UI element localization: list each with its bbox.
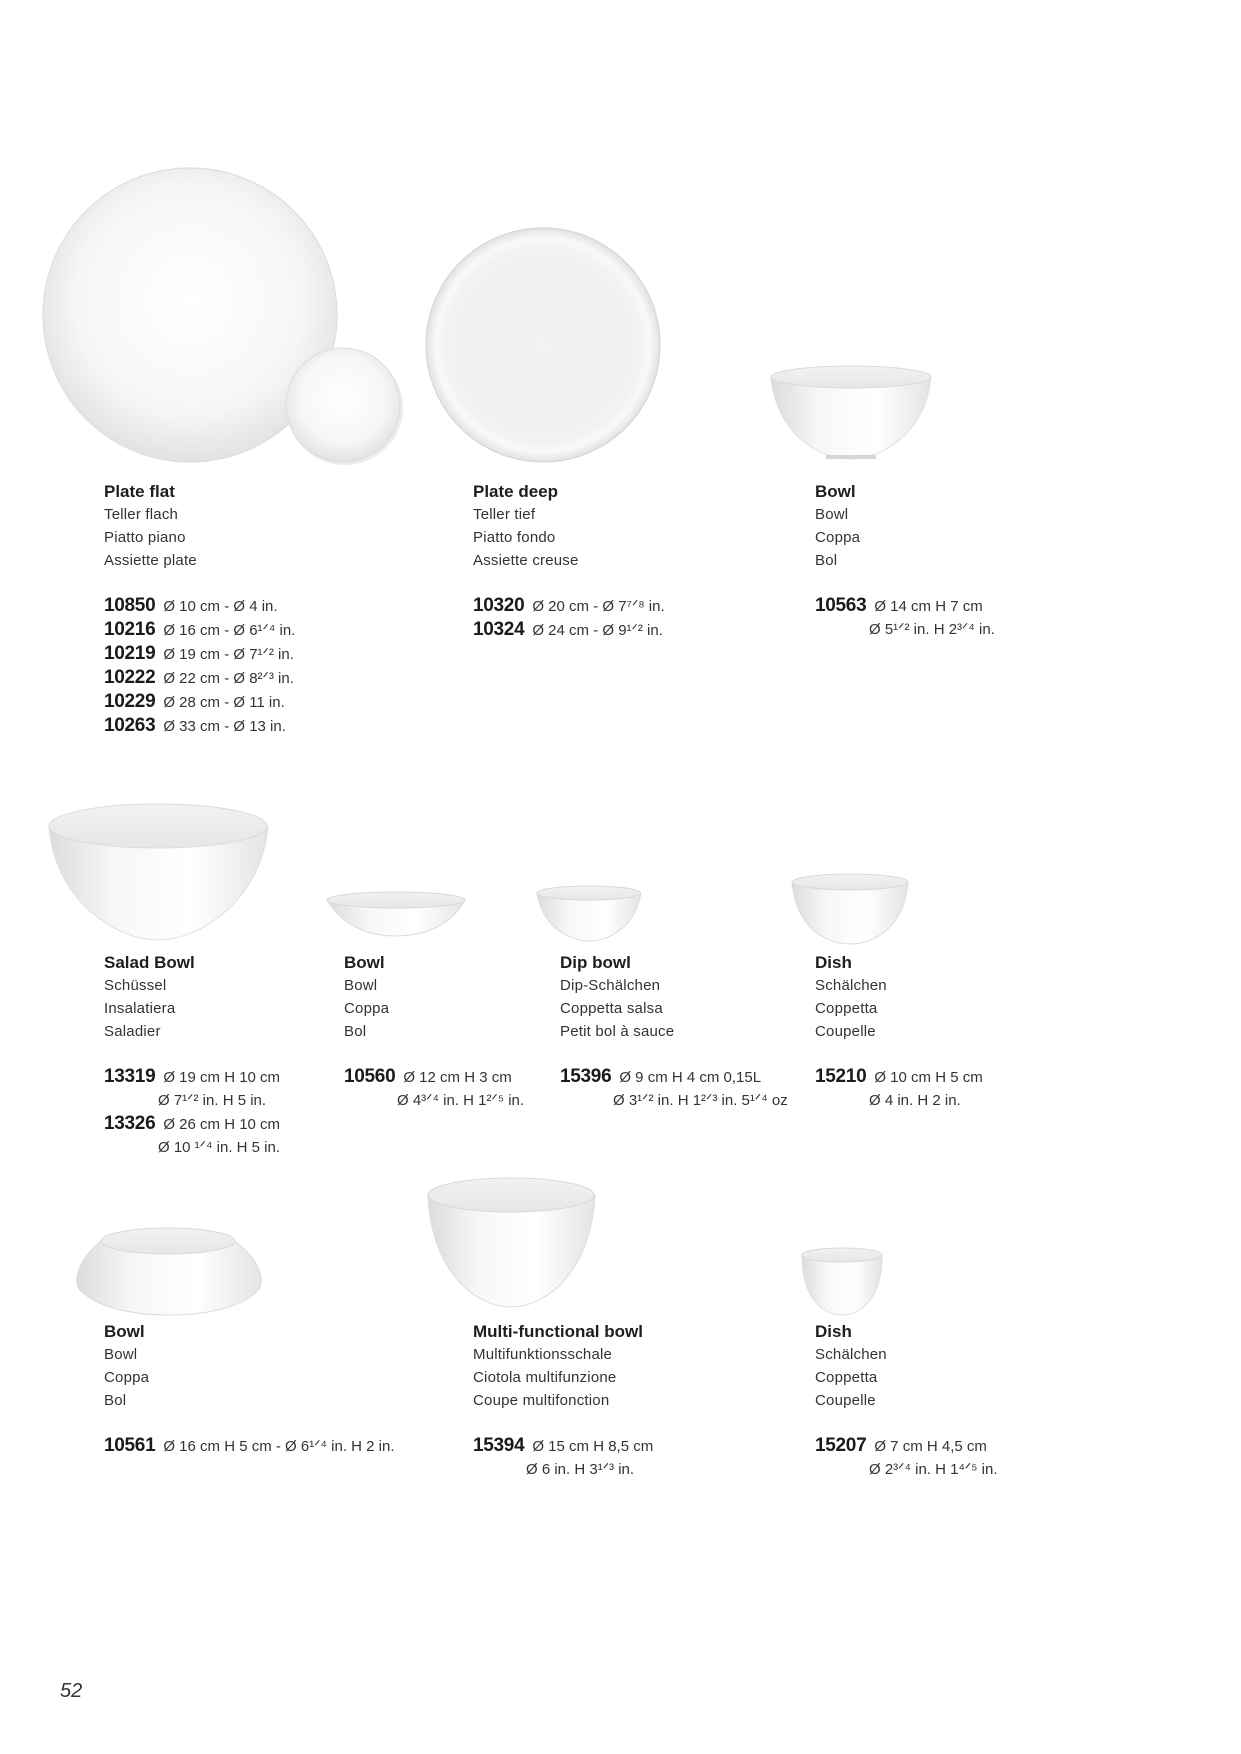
article-number: 15207 — [815, 1435, 867, 1456]
spec-row-continued — [344, 1089, 524, 1112]
translation-it: Insalatiera — [104, 1000, 176, 1017]
spec-row — [473, 1434, 653, 1458]
measurement: Ø 9 cm H 4 cm 0,15L — [619, 1069, 762, 1086]
product-dip-bowl — [560, 951, 788, 1112]
dish-15210-image — [790, 872, 912, 947]
article-number: 15394 — [473, 1435, 525, 1456]
translation-fr: Coupelle — [815, 1023, 876, 1040]
spec-row-continued — [560, 1089, 788, 1112]
spec-row — [104, 1112, 280, 1136]
translation-de: Teller flach — [104, 506, 179, 523]
article-number: 10263 — [104, 715, 156, 736]
page-number: 52 — [60, 1680, 83, 1702]
measurement-imperial: Ø 6 in. H 3¹ᐟ³ in. — [526, 1461, 635, 1478]
product-dish-15210 — [815, 951, 983, 1112]
measurement: Ø 12 cm H 3 cm — [403, 1069, 512, 1086]
product-salad-bowl — [104, 951, 280, 1159]
plate-flat-image — [40, 165, 370, 470]
bowl-10561-image — [73, 1225, 268, 1320]
measurement: Ø 10 cm H 5 cm — [874, 1069, 983, 1086]
salad-bowl-image — [46, 800, 276, 945]
translation-it: Coppa — [815, 529, 861, 546]
translation-fr: Bol — [815, 552, 838, 569]
product-title: Dish — [815, 1322, 852, 1341]
spec-row — [815, 1065, 983, 1089]
translation-de: Schälchen — [815, 977, 887, 994]
product-bowl-10561 — [104, 1320, 395, 1458]
translation-fr: Petit bol à sauce — [560, 1023, 675, 1040]
spec-row — [104, 594, 295, 618]
spec-row-continued — [104, 1089, 280, 1112]
measurement: Ø 10 cm - Ø 4 in. — [163, 598, 278, 615]
product-title: Bowl — [815, 482, 856, 501]
article-number: 13319 — [104, 1066, 156, 1087]
measurement: Ø 19 cm - Ø 7¹ᐟ² in. — [163, 646, 294, 663]
measurement-imperial: Ø 4³ᐟ⁴ in. H 1²ᐟ⁵ in. — [397, 1092, 525, 1109]
article-number: 10850 — [104, 595, 156, 616]
translation-it: Piatto fondo — [473, 529, 556, 546]
article-number: 15210 — [815, 1066, 867, 1087]
product-plate-flat — [104, 480, 295, 738]
article-number: 10563 — [815, 595, 867, 616]
dish-15207-image — [800, 1245, 888, 1320]
article-number: 13326 — [104, 1113, 156, 1134]
bowl-10560-image — [325, 890, 470, 940]
spec-row — [104, 714, 295, 738]
product-title: Bowl — [104, 1322, 145, 1341]
translation-de: Bowl — [815, 506, 849, 523]
measurement-imperial: Ø 2³ᐟ⁴ in. H 1⁴ᐟ⁵ in. — [869, 1461, 998, 1478]
product-title: Dip bowl — [560, 953, 631, 972]
translation-fr: Saladier — [104, 1023, 161, 1040]
translation-fr: Bol — [104, 1392, 127, 1409]
product-title: Dish — [815, 953, 852, 972]
spec-row — [473, 594, 665, 618]
spec-row — [104, 666, 295, 690]
product-title: Bowl — [344, 953, 385, 972]
translation-it: Coppa — [104, 1369, 150, 1386]
spec-row-continued — [104, 1136, 280, 1159]
multi-functional-bowl-image — [425, 1175, 600, 1310]
spec-row — [815, 594, 995, 618]
spec-row — [344, 1065, 524, 1089]
translation-it: Coppetta salsa — [560, 1000, 663, 1017]
article-number: 10561 — [104, 1435, 156, 1456]
measurement: Ø 28 cm - Ø 11 in. — [163, 694, 285, 711]
measurement: Ø 19 cm H 10 cm — [163, 1069, 281, 1086]
spec-row — [473, 618, 665, 642]
measurement: Ø 15 cm H 8,5 cm — [532, 1438, 654, 1455]
measurement: Ø 26 cm H 10 cm — [163, 1116, 281, 1133]
translation-de: Bowl — [104, 1346, 138, 1363]
spec-row-continued — [815, 618, 995, 641]
product-bowl-10560 — [344, 951, 524, 1112]
measurement-imperial: Ø 7¹ᐟ² in. H 5 in. — [158, 1092, 267, 1109]
measurement-imperial: Ø 3¹ᐟ² in. H 1²ᐟ³ in. 5¹ᐟ⁴ oz — [613, 1092, 788, 1109]
translation-de: Multifunktionsschale — [473, 1346, 613, 1363]
translation-fr: Assiette creuse — [473, 552, 579, 569]
article-number: 10219 — [104, 643, 156, 664]
measurement-imperial: Ø 4 in. H 2 in. — [869, 1092, 961, 1109]
translation-it: Piatto piano — [104, 529, 186, 546]
product-title: Plate deep — [473, 482, 559, 501]
article-number: 10320 — [473, 595, 525, 616]
spec-row — [104, 690, 295, 714]
translation-de: Dip-Schälchen — [560, 977, 661, 994]
article-number: 15396 — [560, 1066, 612, 1087]
measurement: Ø 16 cm - Ø 6¹ᐟ⁴ in. — [163, 622, 296, 639]
measurement: Ø 14 cm H 7 cm — [874, 598, 983, 615]
spec-row — [815, 1434, 998, 1458]
measurement: Ø 24 cm - Ø 9¹ᐟ² in. — [532, 622, 663, 639]
translation-de: Teller tief — [473, 506, 536, 523]
measurement: Ø 20 cm - Ø 7⁷ᐟ⁸ in. — [532, 598, 665, 615]
translation-it: Coppa — [344, 1000, 390, 1017]
spec-row — [104, 1434, 395, 1458]
article-number: 10560 — [344, 1066, 396, 1087]
article-number: 10229 — [104, 691, 156, 712]
measurement: Ø 33 cm - Ø 13 in. — [163, 718, 286, 735]
product-title: Plate flat — [104, 482, 175, 501]
translation-it: Coppetta — [815, 1000, 878, 1017]
product-dish-15207 — [815, 1320, 998, 1481]
translation-de: Bowl — [344, 977, 378, 994]
product-title: Multi-functional bowl — [473, 1322, 643, 1341]
spec-row-continued — [473, 1458, 653, 1481]
product-bowl-10563 — [815, 480, 995, 641]
translation-fr: Bol — [344, 1023, 367, 1040]
translation-it: Ciotola multifunzione — [473, 1369, 617, 1386]
spec-row — [560, 1065, 788, 1089]
bowl-10563-image — [768, 363, 938, 463]
product-plate-deep — [473, 480, 665, 642]
product-title: Salad Bowl — [104, 953, 195, 972]
measurement: Ø 16 cm H 5 cm - Ø 6¹ᐟ⁴ in. H 2 in. — [163, 1438, 395, 1455]
translation-de: Schälchen — [815, 1346, 887, 1363]
product-multi-functional-bowl — [473, 1320, 653, 1481]
translation-de: Schüssel — [104, 977, 167, 994]
measurement-imperial: Ø 10 ¹ᐟ⁴ in. H 5 in. — [158, 1139, 281, 1156]
spec-row-continued — [815, 1458, 998, 1481]
translation-fr: Coupe multifonction — [473, 1392, 610, 1409]
measurement: Ø 22 cm - Ø 8²ᐟ³ in. — [163, 670, 294, 687]
spec-row-continued — [815, 1089, 983, 1112]
translation-fr: Assiette plate — [104, 552, 197, 569]
measurement-imperial: Ø 5¹ᐟ² in. H 2³ᐟ⁴ in. — [869, 621, 995, 638]
spec-row — [104, 1065, 280, 1089]
spec-row — [104, 642, 295, 666]
plate-deep-image — [425, 227, 665, 467]
article-number: 10216 — [104, 619, 156, 640]
measurement: Ø 7 cm H 4,5 cm — [874, 1438, 987, 1455]
article-number: 10222 — [104, 667, 156, 688]
spec-row — [104, 618, 295, 642]
dip-bowl-image — [535, 885, 645, 945]
article-number: 10324 — [473, 619, 525, 640]
translation-fr: Coupelle — [815, 1392, 876, 1409]
translation-it: Coppetta — [815, 1369, 878, 1386]
